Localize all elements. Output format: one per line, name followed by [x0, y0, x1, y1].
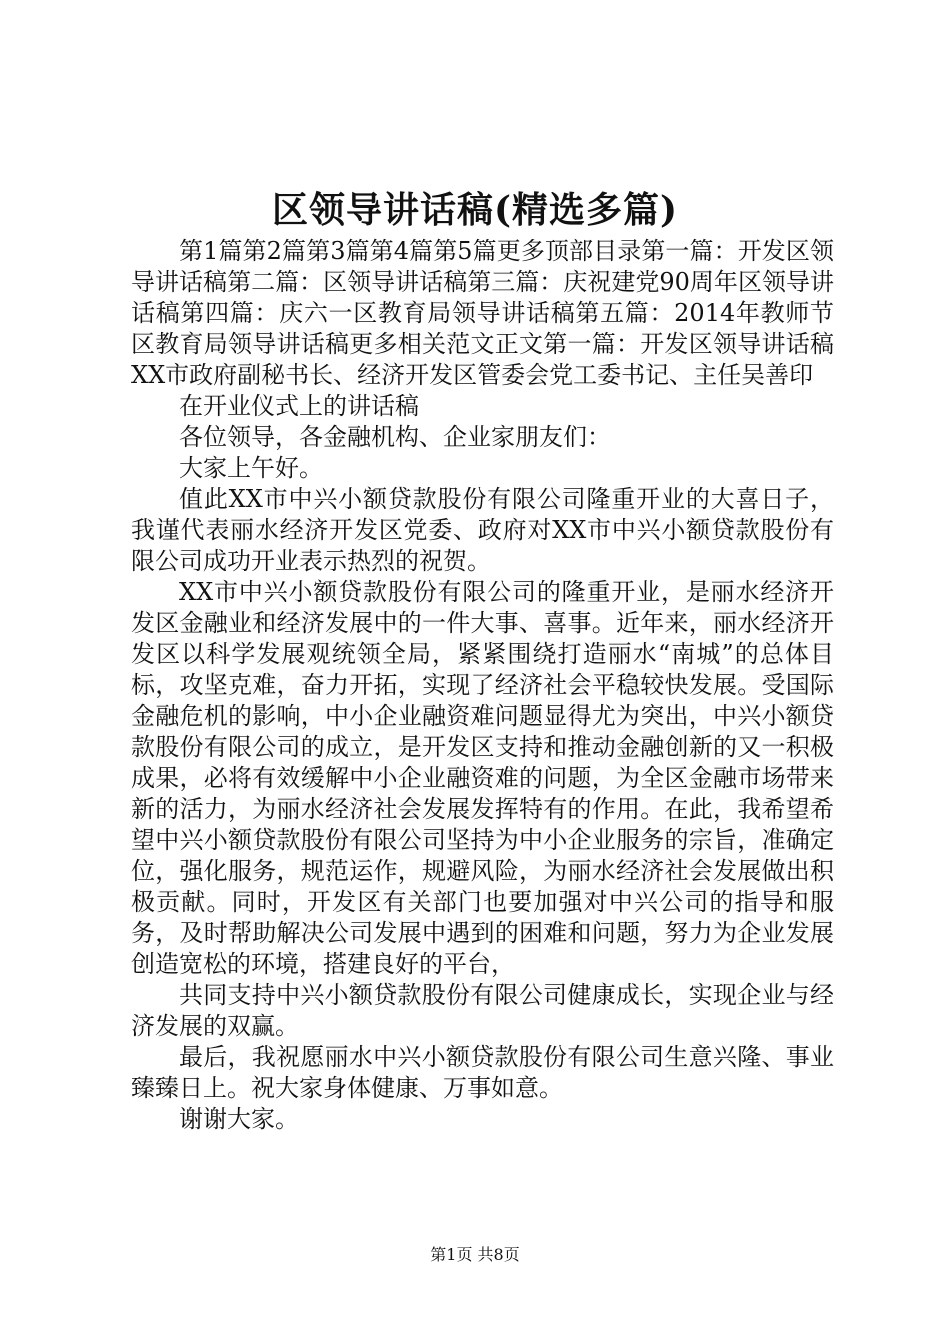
paragraph-subtitle: 在开业仪式上的讲话稿: [179, 392, 419, 420]
paragraph-thanks: 谢谢大家。: [179, 1105, 299, 1133]
paragraph-greeting: 大家上午好。: [179, 454, 323, 482]
paragraph-wishes: 最后，我祝愿丽水中兴小额贷款股份有限公司生意兴隆、事业臻臻日上。祝大家身体健康、万事如意。: [131, 1043, 834, 1102]
paragraph-congratulation: 值此XX市中兴小额贷款股份有限公司隆重开业的大喜日子，我谨代表丽水经济开发区党委、政府对XX市中兴小额贷款股份有限公司成功开业表示热烈的祝贺。: [131, 485, 834, 575]
paragraph-toc: 第1篇第2篇第3篇第4篇第5篇更多顶部目录第一篇：开发区领导讲话稿第二篇：区领导讲话稿第三篇：庆祝建党90周年区领导讲话稿第四篇：庆六一区教育局领导讲话稿第五篇：2014年教师节区教育局领导讲话稿更多相关范文正文第一篇：开发区领导讲话稿XX市政府副秘书长、经济开发区管委会党工委书记、主任吴善印: [131, 237, 834, 389]
document-title: 区领导讲话稿(精选多篇): [271, 189, 679, 231]
paragraph-main: XX市中兴小额贷款股份有限公司的隆重开业，是丽水经济开发区金融业和经济发展中的一件大事、喜事。近年来，丽水经济开发区以科学发展观统领全局，紧紧围绕打造丽水“南城”的总体目标，攻坚克难，奋力开拓，实现了经济社会平稳较快发展。受国际金融危机的影响，中小企业融资难问题显得尤为突出，中兴小额贷款股份有限公司的成立，是开发区支持和推动金融创新的又一积极成果，必将有效缓解中小企业融资难的问题，为全区金融市场带来新的活力，为丽水经济社会发展发挥特有的作用。在此，我希望希望中兴小额贷款股份有限公司坚持为中小企业服务的宗旨，准确定位，强化服务，规范运作，规避风险，为丽水经济社会发展做出积极贡献。同时，开发区有关部门也要加强对中兴公司的指导和服务，及时帮助解决公司发展中遇到的困难和问题，努力为企业发展创造宽松的环境，搭建良好的平台，: [131, 578, 834, 978]
page-number: 第1页 共8页: [430, 1245, 520, 1264]
paragraph-support: 共同支持中兴小额贷款股份有限公司健康成长，实现企业与经济发展的双赢。: [131, 981, 834, 1040]
document-body: [131, 236, 834, 1135]
paragraph-salutation: 各位领导，各金融机构、企业家朋友们：: [179, 423, 611, 451]
